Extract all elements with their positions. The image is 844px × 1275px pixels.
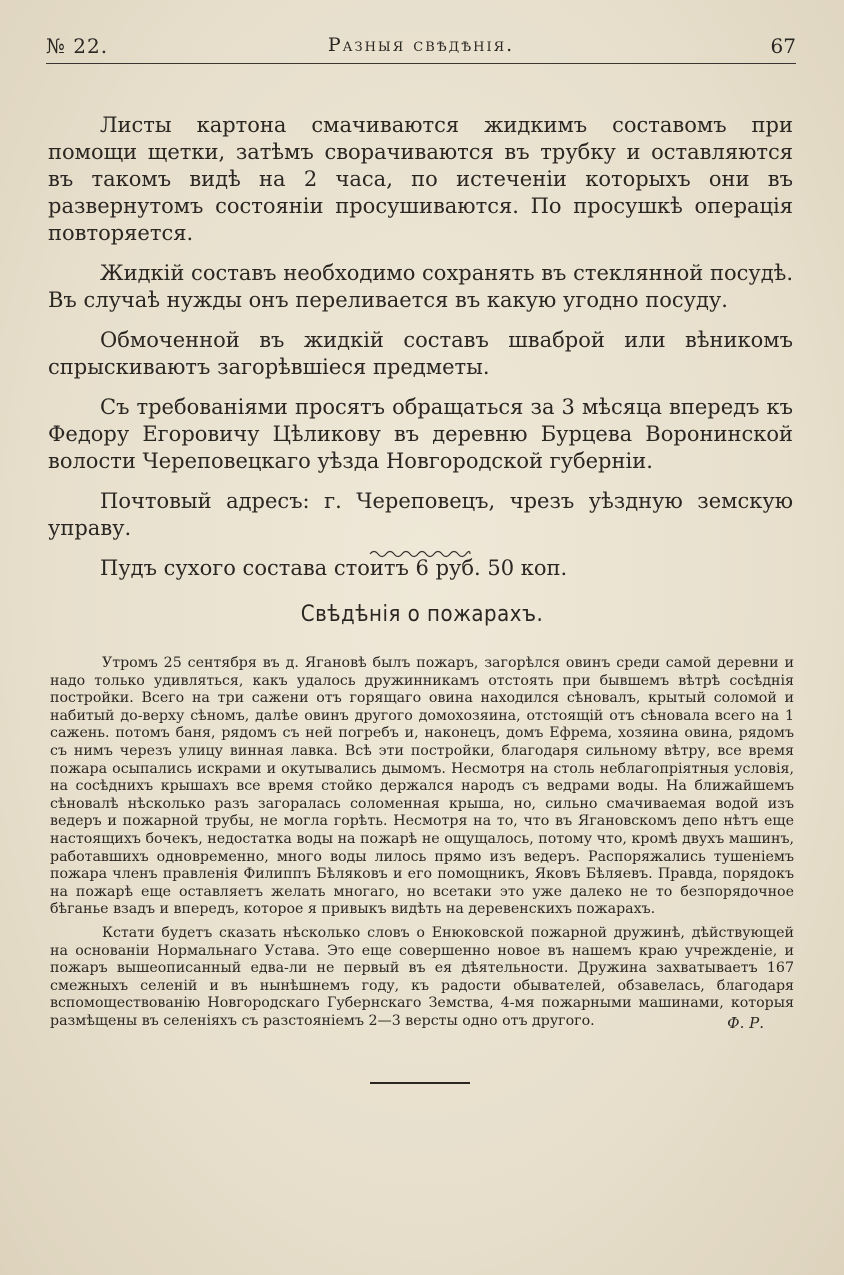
paragraph: Утромъ 25 сентября въ д. Ягановѣ былъ пожаръ, загорѣлся овинъ среди самой деревни и надо только удивляться, какъ удалось дружинникамъ отстоять при бывшемъ вѣтрѣ сосѣднія постройки. Всего на три сажени отъ горящаго овина находился сѣновалъ, крытый соломой и набитый до-верху сѣномъ, далѣе овинъ другого домохозяина, отстоящій отъ сѣновала всего на 1 сажень. потомъ баня, рядомъ съ ней погребъ и, наконецъ, домъ Ефрема, хозяина овина, рядомъ съ нимъ черезъ улицу винная лавка. Всѣ эти постройки, благодаря сильному вѣтру, все время пожара осыпались искрами и окутывались дымомъ. Несмотря на столь неблагопріятныя условія, на сосѣднихъ крышахъ все время стойко держался народъ съ ведрами воды. На ближайшемъ сѣновалѣ нѣсколько разъ загоралась соломенная крыша, но, сильно смачиваемая водой изъ ведеръ и пожарной трубы, не могла горѣть. Несмотря на то, что въ Ягановскомъ депо нѣтъ еще настоящихъ бочекъ, недостатка воды на пожарѣ не ощущалось, потому что, кромѣ двухъ машинъ, работавшихъ одновременно, много воды лилось прямо изъ ведеръ. Распоряжались тушеніемъ пожара членъ правленія Филиппъ Бѣляковъ и его помощникъ, Яковъ Бѣляевъ. Правда, порядокъ на пожарѣ еще оставляетъ желать многаго, но всетаки это уже далеко не то безпорядочное бѣганье взадъ и впередъ, которое я привыкъ видѣть на деревенскихъ пожарахъ. <box>50 655 794 918</box>
paragraph: Листы картона смачиваются жидкимъ составомъ при помощи щетки, затѣмъ сворачиваются въ трубку и оставляются въ такомъ видѣ на 2 часа, по истеченіи которыхъ они въ развернутомъ состояніи просушиваются. По просушкѣ операція повторяется. <box>48 113 793 245</box>
paragraph: Пудъ сухого состава стоитъ 6 руб. 50 коп. <box>100 556 568 580</box>
header-rule <box>46 63 796 64</box>
running-title: Разныя свѣдѣнія. <box>327 34 515 56</box>
main-text <box>48 112 793 595</box>
section-text <box>50 655 794 1036</box>
paragraph: Почтовый адресъ: г. Череповецъ, чрезъ уѣздную земскую управу. <box>48 489 793 540</box>
paragraph: Обмоченной въ жидкій составъ шваброй или вѣникомъ спрыскиваютъ загорѣвшіеся предметы. <box>48 328 793 379</box>
paragraph: Съ требованіями просятъ обращаться за 3 мѣсяца впередъ къ Федору Егоровичу Цѣликову въ деревню Бурцева Воронинской волости Череповецкаго уѣзда Новгородской губерніи. <box>48 395 793 473</box>
wavy-ornament <box>368 547 472 561</box>
issue-number: № 22. <box>46 34 109 58</box>
section-title: Свѣдѣнія о пожарахъ. <box>300 602 544 627</box>
paragraph: Жидкій составъ необходимо сохранять въ стеклянной посудѣ. Въ случаѣ нужды онъ переливается въ какую угодно посуду. <box>48 261 793 312</box>
page-number: 67 <box>770 34 796 58</box>
paragraph: Кстати будетъ сказать нѣсколько словъ о Енюковской пожарной дружинѣ, дѣйствующей на основаніи Нормальнаго Устава. Это еще совершенно новое въ нашемъ краю учрежденіе, и пожаръ вышеописанный едва-ли не первый въ ея дѣятельности. Дружина захватываетъ 167 смежныхъ селеній и въ нынѣшнемъ году, къ радости обывателей, обзавелась, благодаря вспомоществованію Новгородскаго Губернскаго Земства, 4-мя пожарными машинами, которыя размѣщены въ селеніяхъ съ разстояніемъ 2—3 версты одно отъ другого. <box>50 924 794 1029</box>
signature: Ф. Р. <box>727 1014 764 1032</box>
end-rule <box>370 1082 470 1084</box>
page-header <box>46 30 796 62</box>
